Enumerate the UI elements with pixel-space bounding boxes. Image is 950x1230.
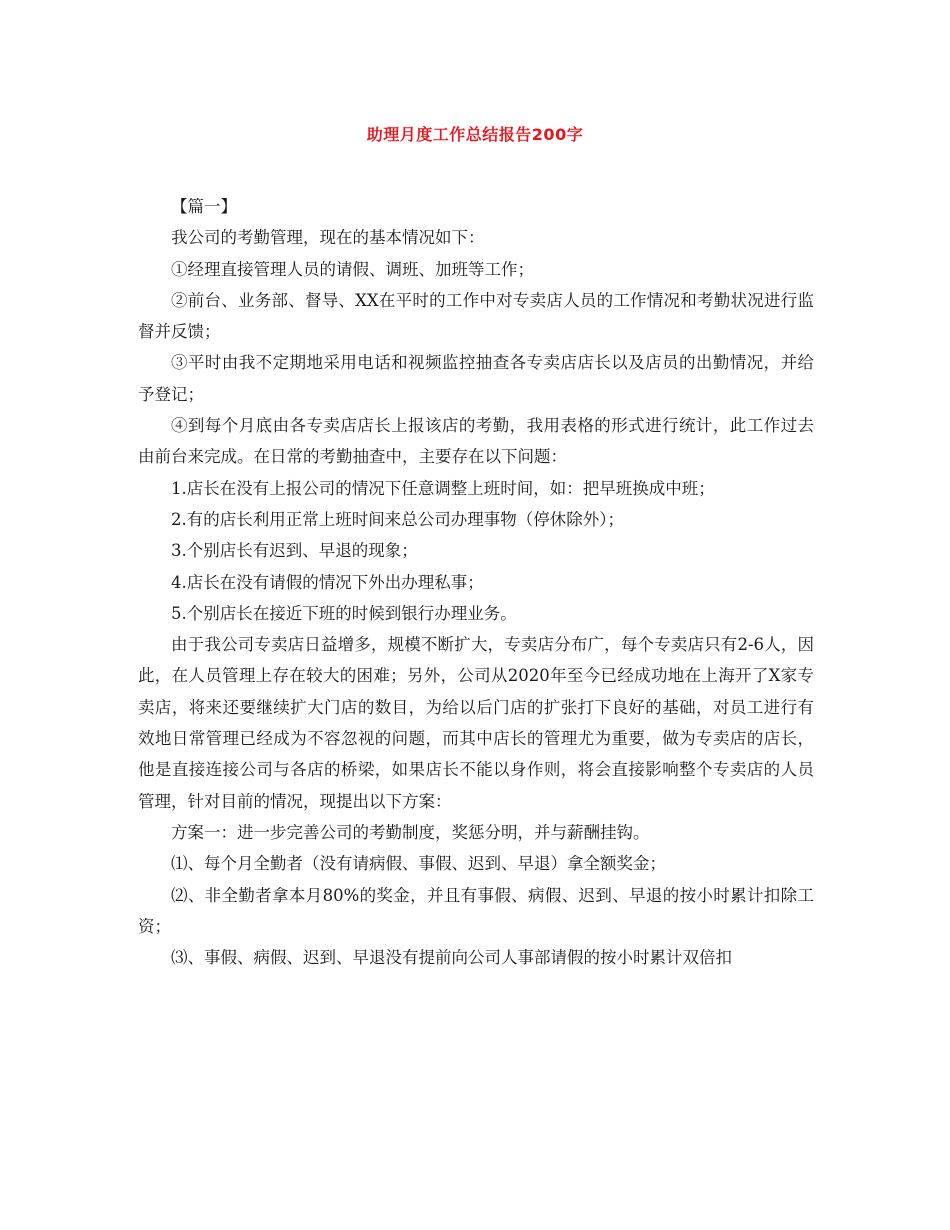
list-item: 3.个别店长有迟到、早退的现象； [171,541,418,561]
list-item: 4.店长在没有请假的情况下外出办理私事； [171,572,484,592]
paragraph: 方案一：进一步完善公司的考勤制度，奖惩分明，并与薪酬挂钩。 [171,822,650,842]
paragraph: ①经理直接管理人员的请假、调班、加班等工作； [171,259,534,279]
paragraph: ③平时由我不定期地采用电话和视频监控抽查各专卖店店长以及店员的出勤情况，并给予登记； [138,353,814,404]
list-item: 1.店长在没有上报公司的情况下任意调整上班时间，如：把早班换成中班； [171,478,715,498]
paragraph: ④到每个月底由各专卖店店长上报该店的考勤，我用表格的形式进行统计，此工作过去由前台来完成。在日常的考勤抽查中，主要存在以下问题： [138,416,814,467]
list-item: ⑵、非全勤者拿本月80%的奖金，并且有事假、病假、迟到、早退的按小时累计扣除工资； [138,885,814,936]
paragraph: 我公司的考勤管理，现在的基本情况如下： [171,228,485,248]
list-item: 5.个别店长在接近下班的时候到银行办理业务。 [171,603,517,623]
document-title: 助理月度工作总结报告200字 [366,125,584,144]
section-heading: 【篇一】 [171,197,237,216]
paragraph: ②前台、业务部、督导、XX在平时的工作中对专卖店人员的工作情况和考勤状况进行监督并反馈； [138,290,814,342]
paragraph: 由于我公司专卖店日益增多，规模不断扩大，专卖店分布广，每个专卖店只有2-6人，因此，在人员管理上存在较大的困难；另外，公司从2020年至今已经成功地在上海开了X家专卖店，将来还要继续扩大门店的数目，为给以后门店的扩张打下良好的基础，对员工进行有效地日常管理已经成为不容忽视的问题，而其中店长的管理尤为重要，做为专卖店的店长，他是直接连接公司与各店的桥梁，如果店长不能以身作则，将会直接影响整个专卖店的人员管理，针对目前的情况，现提出以下方案： [138,635,814,811]
list-item: ⑴、每个月全勤者（没有请病假、事假、迟到、早退）拿全额奖金； [171,854,666,874]
list-item: ⑶、事假、病假、迟到、早退没有提前向公司人事部请假的按小时累计双倍扣 [171,948,732,968]
document-body [138,191,814,973]
list-item: 2.有的店长利用正常上班时间来总公司办理事物（停休除外）； [171,509,624,529]
